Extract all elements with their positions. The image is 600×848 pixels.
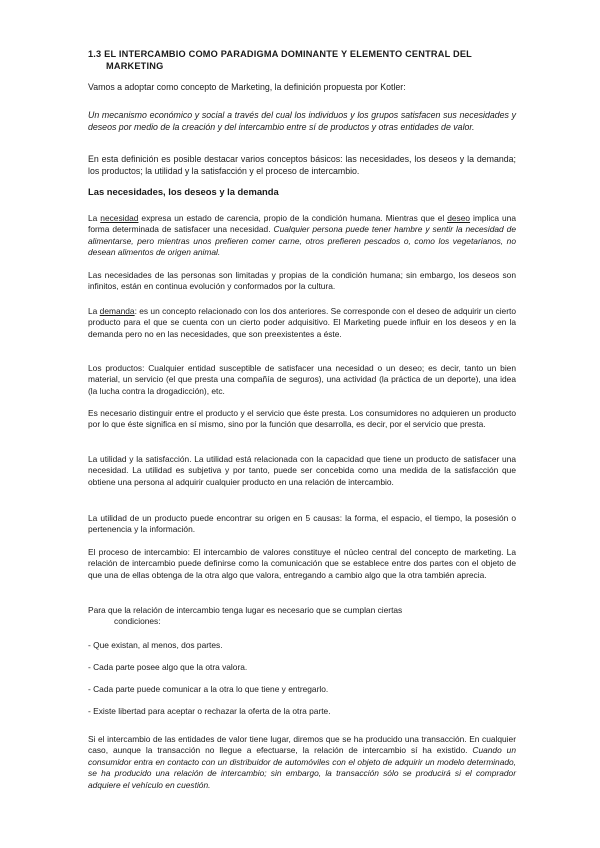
demanda-paragraph — [88, 306, 516, 340]
section-title-line2: MARKETING — [106, 60, 164, 71]
list-item: - Cada parte puede comunicar a la otra lo que tiene y entregarlo. — [88, 684, 329, 694]
condiciones-line1: Para que la relación de intercambio tenga lugar es necesario que se cumplan ciertas — [88, 605, 403, 615]
limitadas-paragraph: Las necesidades de las personas son limitadas y propias de la condición humana; sin embargo, los deseos son infinitos, están en continua evolución y conformados por la cultura. — [88, 270, 516, 292]
section-title — [88, 49, 528, 72]
necesidad-text-2: expresa un estado de carencia, propio de la condición humana. Mientras que el — [138, 213, 448, 223]
final-text: Si el intercambio de las entidades de valor tiene lugar, diremos que se ha producido una transacción. En cualquier caso, aunque la transacción no llegue a efectuarse, la relación de intercambio sí ha existido. — [88, 734, 516, 756]
term-necesidad: necesidad — [100, 213, 139, 223]
utilidad-paragraph: La utilidad y la satisfacción. La utilidad está relacionada con la capacidad que tiene un producto de satisfacer una necesidad. La utilidad es subjetiva y por tanto, puede ser concebida como una medida de la satisfacción que obtiene una persona al adquirir cualquier producto en una relación de intercambio. — [88, 454, 516, 487]
condiciones-paragraph — [88, 605, 516, 628]
condiciones-line2: condiciones: — [114, 616, 161, 627]
necesidad-text-3: implica una forma determinada de satisfacer una necesidad. — [88, 213, 516, 235]
necesidad-example: Cualquier persona puede tener hambre y sentir la necesidad de alimentarse, pero mientras unos prefieren comer carne, otros prefieren pescados o, como los vegetarianos, no desean alimentos de origen animal. — [88, 224, 516, 258]
subsection-heading: Las necesidades, los deseos y la demanda — [88, 186, 279, 197]
section-title-line1: 1.3 EL INTERCAMBIO COMO PARADIGMA DOMINANTE Y ELEMENTO CENTRAL DEL — [88, 49, 472, 59]
intro-paragraph: Vamos a adoptar como concepto de Marketing, la definición propuesta por Kotler: — [88, 82, 406, 92]
kotler-definition: Un mecanismo económico y social a través del cual los individuos y los grupos satisfacen sus necesidades y deseos por medio de la creación y del intercambio entre sí de productos y otras entidades de valor. — [88, 110, 516, 132]
demanda-text-1: La — [88, 306, 100, 316]
final-example: Cuando un consumidor entra en contacto con un distribuidor de automóviles con el objeto de adquirir un modelo determinado, se ha producido una relación de intercambio; sin embargo, la transacción sólo se producirá si el comprador adquiere el vehículo en cuestión. — [88, 745, 516, 790]
term-deseo: deseo — [447, 213, 471, 223]
list-item: - Que existan, al menos, dos partes. — [88, 640, 223, 650]
demanda-text-2: : es un concepto relacionado con los dos anteriores. Se corresponde con el deseo de adquirir un cierto producto para el que se cuenta con un cierto poder adquisitivo. El Marketing puede influir en los deseos y en la demanda pero no en las necesidades, que son preexistentes a éste. — [88, 306, 516, 339]
proceso-paragraph: El proceso de intercambio: El intercambio de valores constituye el núcleo central del concepto de marketing. La relación de intercambio puede definirse como la comunicación que se establece entre dos partes con el objeto de que una de ellas obtenga de la otra algo que valora, entregando a cambio algo que la otra también aprecia. — [88, 547, 516, 580]
list-item: - Existe libertad para aceptar o rechazar la oferta de la otra parte. — [88, 706, 331, 716]
causas-paragraph: La utilidad de un producto puede encontrar su origen en 5 causas: la forma, el espacio, el tiempo, la posesión o pertenencia y la información. — [88, 513, 516, 535]
list-item: - Cada parte posee algo que la otra valora. — [88, 662, 248, 672]
necesidad-text-1: La — [88, 213, 101, 223]
distinguir-paragraph: Es necesario distinguir entre el producto y el servicio que éste presta. Los consumidores no adquieren un producto por lo que éste significa en sí mismo, sino por la función que desarrolla, es decir, por el servicio que presta. — [88, 408, 516, 430]
term-demanda: demanda — [99, 306, 135, 316]
final-paragraph — [88, 734, 516, 791]
concepts-paragraph: En esta definición es posible destacar varios conceptos básicos: las necesidades, los deseos y la demanda; los productos; la utilidad y la satisfacción y el proceso de intercambio. — [88, 154, 516, 176]
productos-paragraph: Los productos: Cualquier entidad susceptible de satisfacer una necesidad o un deseo; es decir, tanto un bien material, un servicio (el que presta una compañía de seguros), una actividad (la práctica de un deporte), una idea (la lucha contra la drogadicción), etc. — [88, 363, 516, 396]
necesidad-paragraph — [88, 213, 516, 259]
